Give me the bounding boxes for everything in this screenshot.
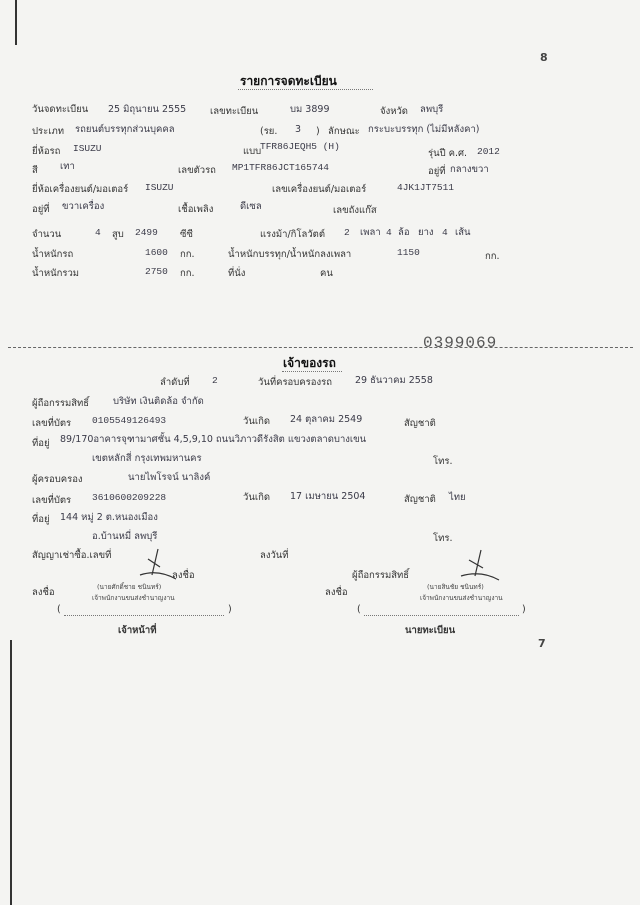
right-stamp-role: เจ้าพนักงานขนส่งชำนาญงาน [420,594,503,602]
nationality-label: สัญชาติ [404,418,436,429]
possessor-nationality: ไทย [449,492,466,503]
chassis-location: กลางขวา [450,164,489,175]
engine-location-label: อยู่ที่ [32,204,50,215]
right-name-line [364,615,519,616]
possessor-label: ผู้ครอบครอง [32,474,83,485]
fuel: ดีเซล [240,201,262,212]
tel-label: โทร. [433,456,453,467]
brand-label: ยี่ห้อรถ [32,146,61,157]
plate-label: เลขทะเบียน [210,106,259,117]
character-label: ลักษณะ [328,126,360,137]
possessor-address-label: ที่อยู่ [32,514,50,525]
order: 2 [212,375,218,386]
engine-no-label: เลขเครื่องยนต์/มอเตอร์ [272,184,367,195]
left-stamp-role: เจ้าพนักงานขนส่งชำนาญงาน [92,594,175,602]
sign-label-middle: ลงชื่อ [172,570,195,581]
color-label: สี [32,165,38,176]
possessor-id-label: เลขที่บัตร [32,495,72,506]
owner-section-title: เจ้าของรถ [283,356,336,370]
wheels-unit: ล้อ [398,227,410,238]
tires-label: ยาง [418,227,434,238]
engine-location: ขวาเครื่อง [62,201,105,212]
address-line1: 89/170อาคารจุฑามาศชั้น 4,5,9,10 ถนนวิภาวดีรังสิต แขวงตลาดบางเขน [60,434,367,445]
gross: 2750 [145,266,168,277]
footer-number: 7 [538,637,546,650]
province-label: จังหวัด [380,106,408,117]
middle-role: ผู้ถือกรรมสิทธิ์ [352,570,410,581]
id-number: 0105549126493 [92,415,167,426]
engine-brand: ISUZU [145,182,174,193]
seats-unit: คน [320,268,333,279]
rs-prefix: (รย. [260,126,278,137]
gross-unit: กก. [180,268,195,279]
weight: 1600 [145,247,168,258]
cc: 2499 [135,227,158,238]
cylinders-unit: สูบ [112,229,124,240]
torn-line [8,347,633,348]
left-role: เจ้าหน้าที่ [118,625,157,636]
left-name-line [64,615,224,616]
address-line2: เขตหลักสี่ กรุงเทพมหานคร [92,453,202,464]
close-paren-left: ) [228,604,232,615]
load-unit: กก. [485,251,500,262]
scan-edge-left [10,640,12,905]
owner-date: 29 ธันวาคม 2558 [355,375,433,386]
weight-label: น้ำหนักรถ [32,249,74,260]
cc-unit: ซีซี [180,229,193,240]
holder: บริษัท เงินติดล้อ จำกัด [113,396,204,407]
hp-label: แรงม้า/กิโลวัตต์ [260,229,326,240]
brand: ISUZU [73,143,102,154]
axles: 2 [344,227,350,238]
possessor-birth-label: วันเกิด [243,492,270,503]
cylinders: 4 [95,227,101,238]
vehicle-type: รถยนต์บรรทุกส่วนบุคคล [75,124,175,135]
open-paren-right: ( [357,604,361,615]
gas-tank-label: เลขถังแก๊ส [333,205,377,216]
possessor-address-line2: อ.บ้านหมี่ ลพบุรี [92,531,158,542]
chassis-label: เลขตัวรถ [178,165,216,176]
axles-unit: เพลา [360,227,381,238]
page-number: 8 [540,51,548,64]
rs-suffix: ) [316,126,320,137]
owner-date-label: วันที่ครอบครองรถ [258,377,332,388]
owner-title-underline [282,371,342,372]
wheels: 4 [386,227,392,238]
character: กระบะบรรทุก (ไม่มีหลังคา) [368,124,480,135]
load: 1150 [397,247,420,258]
possessor-birth: 17 เมษายน 2504 [290,491,366,502]
possessor-address-line1: 144 หมู่ 2 ต.หนองเมือง [60,512,158,523]
plate: บม 3899 [290,104,330,115]
contract-date-label: ลงวันที่ [260,550,289,561]
open-paren-left: ( [57,604,61,615]
model-year: 2012 [477,146,500,157]
birth-label: วันเกิด [243,416,270,427]
left-stamp-name: (นายศักดิ์ชาย ชนินทร์) [97,583,162,591]
reg-date: 25 มิถุนายน 2555 [108,104,187,115]
sign-label-right: ลงชื่อ [325,587,348,598]
id-label: เลขที่บัตร [32,418,72,429]
weight-unit: กก. [180,249,195,260]
possessor-nationality-label: สัญชาติ [404,494,436,505]
load-label: น้ำหนักบรรทุก/น้ำหนักลงเพลา [228,249,352,260]
contract-label: สัญญาเช่าซื้อ.เลขที่ [32,550,112,561]
fuel-label: เชื้อเพลิง [178,204,214,215]
scan-edge-top-left [15,0,17,45]
right-role: นายทะเบียน [405,625,456,636]
chassis-location-label: อยู่ที่ [428,166,446,177]
holder-label: ผู้ถือกรรมสิทธิ์ [32,398,90,409]
cylinders-label: จำนวน [32,229,62,240]
province: ลพบุรี [420,104,444,115]
tires: 4 [442,227,448,238]
possessor-tel-label: โทร. [433,533,453,544]
color: เทา [60,161,75,172]
sign-label-left: ลงชื่อ [32,587,55,598]
tires-unit: เส้น [455,227,471,238]
order-label: ลำดับที่ [160,377,190,388]
birth: 24 ตุลาคม 2549 [290,414,363,425]
reg-date-label: วันจดทะเบียน [32,104,89,115]
seats-label: ที่นั่ง [228,268,246,279]
possessor-id: 3610600209228 [92,492,167,503]
section-title: รายการจดทะเบียน [240,74,337,88]
rs-number: 3 [295,124,302,135]
serial-fragment: 0399069 [423,334,498,352]
type-label: ประเภท [32,126,65,137]
title-underline [238,89,373,90]
address-label: ที่อยู่ [32,438,50,449]
engine-brand-label: ยี่ห้อเครื่องยนต์/มอเตอร์ [32,184,129,195]
possessor: นายไพโรจน์ นาลิงค์ [128,472,211,483]
right-stamp-name: (นายสินชัย ชนินทร์) [427,583,484,591]
model-year-label: รุ่นปี ค.ศ. [428,148,468,159]
close-paren-right: ) [522,604,526,615]
chassis-number: MP1TFR86JCT165744 [232,162,329,173]
engine-number: 4JK1JT7511 [397,182,455,193]
gross-label: น้ำหนักรวม [32,268,80,279]
model-label: แบบ [243,146,262,157]
model: TFR86JEQH5 (H) [260,141,340,152]
